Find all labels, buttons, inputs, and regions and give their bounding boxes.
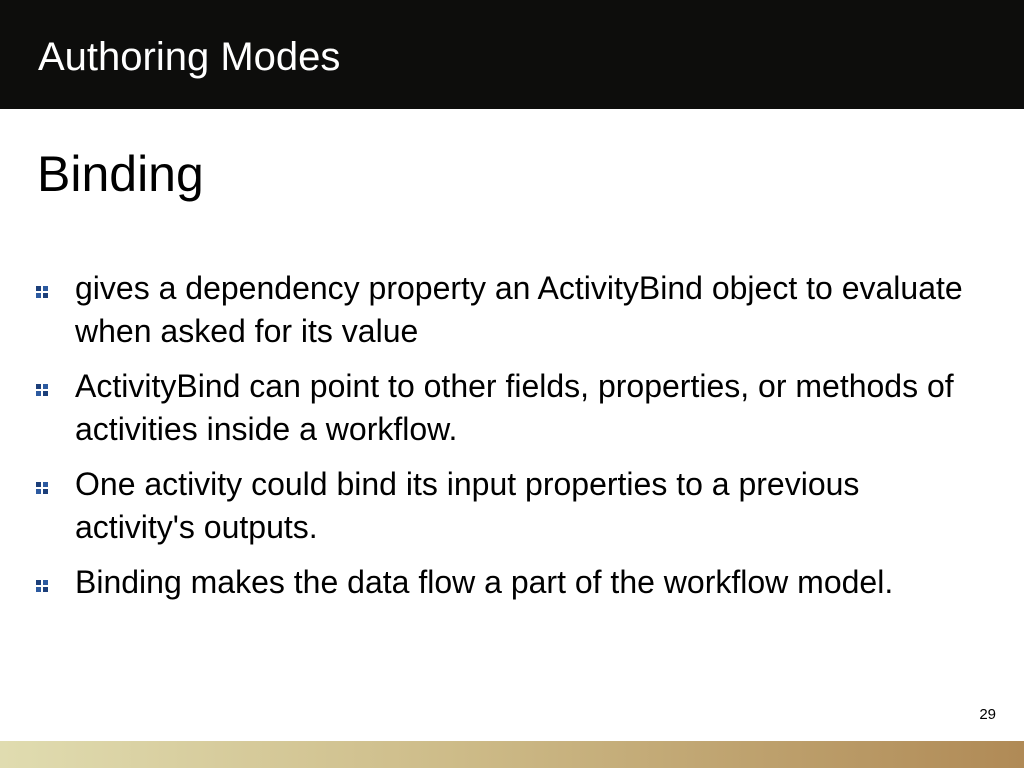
bullet-item <box>36 561 976 604</box>
bullet-text: One activity could bind its input properties to a previous activity's outputs. <box>75 466 860 545</box>
header-bar <box>0 0 1024 109</box>
bullet-item <box>36 463 976 549</box>
bullet-text: gives a dependency property an ActivityBind object to evaluate when asked for its value <box>75 270 963 349</box>
square-grid-bullet-icon <box>36 580 49 593</box>
bullet-text: ActivityBind can point to other fields, properties, or methods of activities inside a workflow. <box>75 368 954 447</box>
slide-title: Binding <box>37 146 204 202</box>
page-number: 29 <box>979 706 996 723</box>
footer-bar <box>0 741 1024 768</box>
square-grid-bullet-icon <box>36 384 49 397</box>
square-grid-bullet-icon <box>36 286 49 299</box>
bullet-list <box>36 267 976 616</box>
bullet-item <box>36 267 976 353</box>
bullet-item <box>36 365 976 451</box>
square-grid-bullet-icon <box>36 482 49 495</box>
section-title: Authoring Modes <box>38 35 341 79</box>
bullet-text: Binding makes the data flow a part of the workflow model. <box>75 564 894 600</box>
